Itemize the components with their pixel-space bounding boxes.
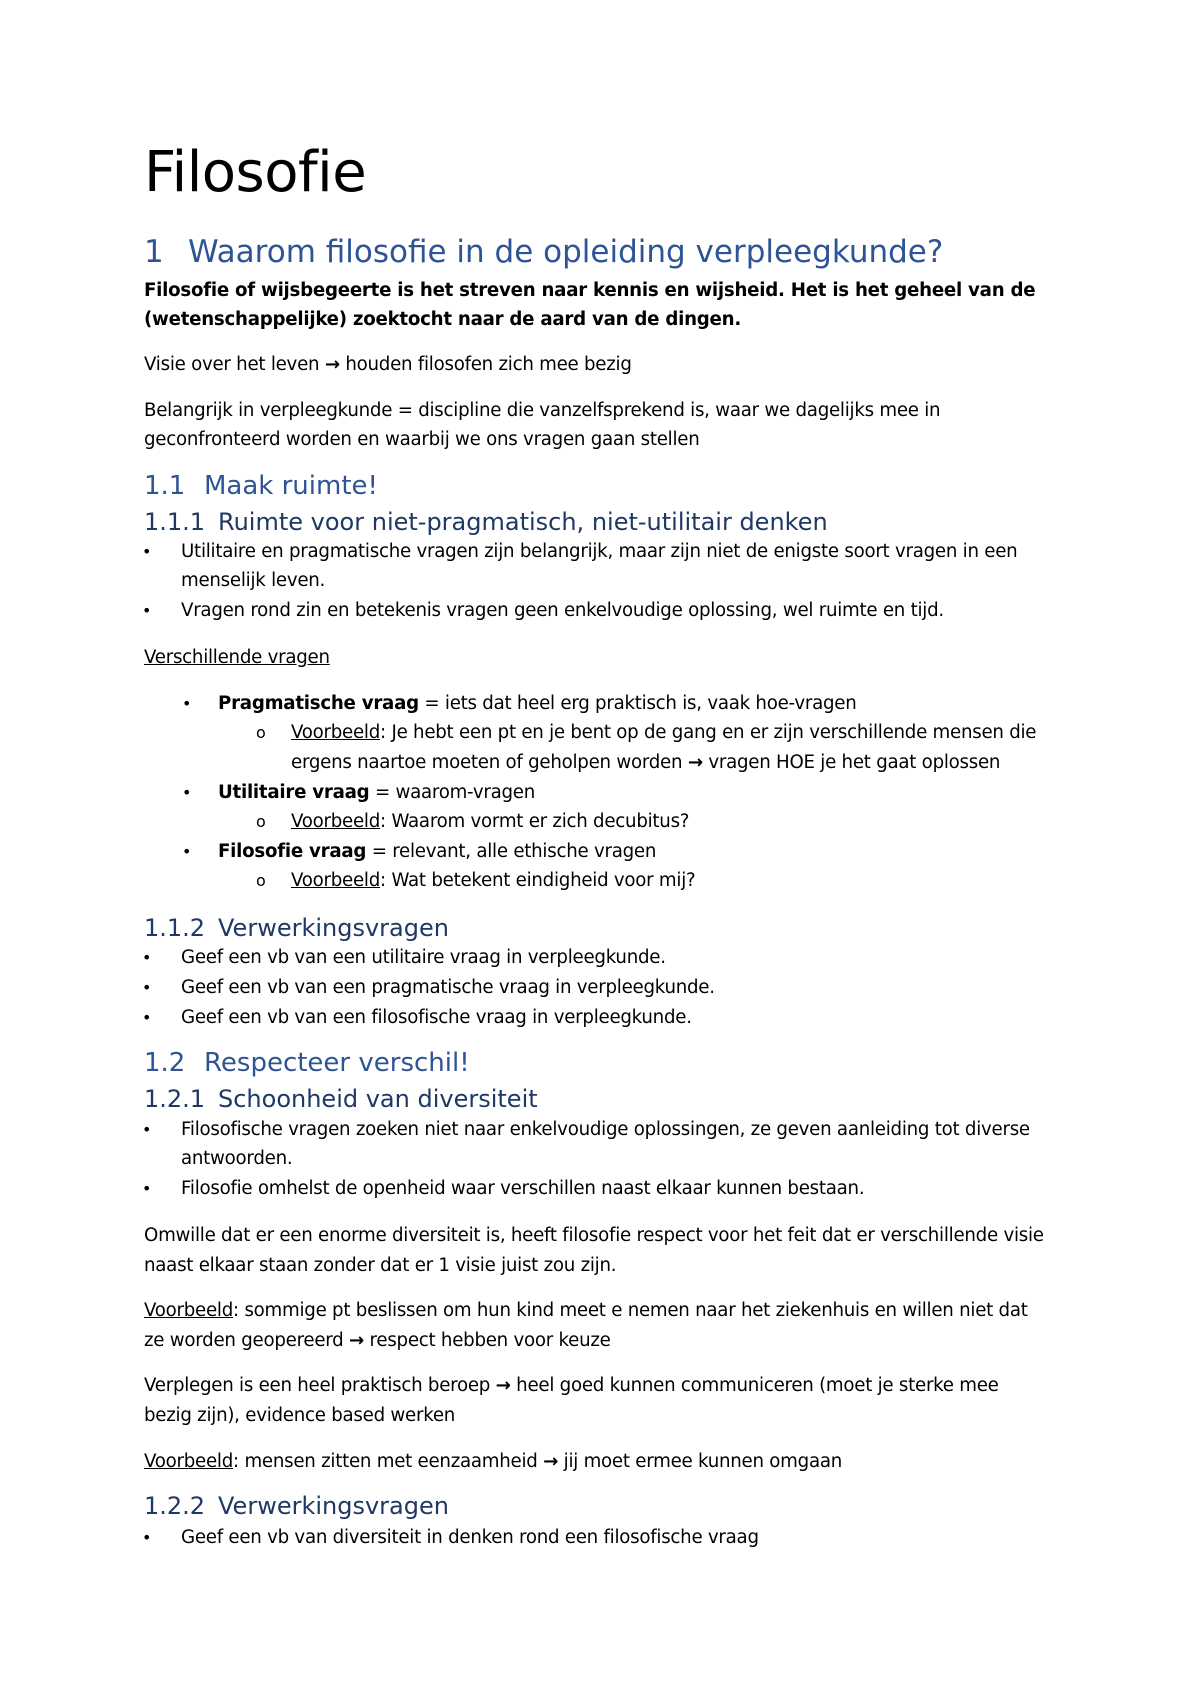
bullet-icon: • (142, 948, 152, 967)
bullet-icon: • (182, 694, 192, 713)
belangrijk-line-2: geconfronteerd worden en waarbij we ons vragen gaan stellen (144, 429, 700, 450)
bullet-icon: • (142, 542, 152, 561)
text-run: : Je hebt een pt en je bent op de gang en er zijn verschillende mensen die (380, 722, 1037, 743)
text-run: ergens naartoe moeten of geholpen worden (291, 752, 688, 773)
verplegen-line-1 (144, 1374, 999, 1398)
text-run: jij moet ermee kunnen omgaan (558, 1451, 843, 1472)
arrow-icon: → (324, 354, 340, 375)
heading-number: 1.2.2 (144, 1492, 206, 1520)
definition: = waarom-vragen (369, 782, 536, 803)
voorbeeld-a-cont (144, 1329, 611, 1353)
term: Pragmatische vraag (218, 693, 419, 714)
visie-paragraph (144, 353, 632, 377)
heading-1-1-2 (144, 912, 449, 944)
text-run: heel goed kunnen communiceren (moet je sterke mee (510, 1375, 999, 1396)
heading-text: Ruimte voor niet-pragmatisch, niet-utilitair denken (218, 508, 828, 536)
heading-1-2-1 (144, 1083, 538, 1115)
voorbeeld-1-cont (291, 751, 1000, 775)
arrow-icon: → (687, 752, 703, 773)
heading-number: 1.2.1 (144, 1085, 206, 1113)
list-item: Filosofische vragen zoeken niet naar enkelvoudige oplossingen, ze geven aanleiding tot diverse (181, 1119, 1030, 1140)
heading-1 (144, 232, 943, 272)
text-run: Visie over het leven (144, 354, 325, 375)
sub-bullet-icon: o (256, 723, 266, 742)
belangrijk-line-1: Belangrijk in verpleegkunde = discipline die vanzelfsprekend is, waar we dagelijks mee in (144, 400, 941, 421)
intro-line-1: Filosofie of wijsbegeerte is het streven naar kennis en wijsheid. Het is het geheel van de (144, 280, 1036, 301)
intro-line-2: (wetenschappelijke) zoektocht naar de aard van de dingen. (144, 309, 741, 330)
text-run: respect hebben voor keuze (364, 1330, 611, 1351)
heading-text: Waarom filosofie in de opleiding verpleegkunde? (188, 234, 944, 270)
text-run: : Waarom vormt er zich decubitus? (380, 811, 690, 832)
vraag-pragmatisch (218, 692, 857, 716)
voorbeeld-label: Voorbeeld (144, 1451, 234, 1472)
heading-1-2 (144, 1046, 470, 1080)
voorbeeld-3 (291, 869, 695, 893)
bullet-icon: • (142, 1120, 152, 1139)
list-item: Vragen rond zin en betekenis vragen geen enkelvoudige oplossing, wel ruimte en tijd. (181, 600, 944, 621)
heading-text: Maak ruimte! (204, 471, 378, 501)
text-run: : sommige pt beslissen om hun kind meet e nemen naar het ziekenhuis en willen niet dat (233, 1300, 1028, 1321)
heading-text: Respecteer verschil! (204, 1048, 470, 1078)
document-title: Filosofie (144, 140, 367, 205)
arrow-icon: → (495, 1375, 511, 1396)
heading-number: 1 (144, 234, 164, 270)
term: Utilitaire vraag (218, 782, 370, 803)
voorbeeld-a (144, 1299, 1028, 1323)
list-item: Geef een vb van een filosofische vraag in verpleegkunde. (181, 1007, 692, 1028)
text-run: : Wat betekent eindigheid voor mij? (380, 870, 696, 891)
heading-text: Verwerkingsvragen (218, 914, 449, 942)
term: Filosofie vraag (218, 841, 367, 862)
definition: = iets dat heel erg praktisch is, vaak hoe-vragen (418, 693, 857, 714)
heading-number: 1.2 (144, 1048, 186, 1078)
verschillende-vragen-label: Verschillende vragen (144, 647, 330, 668)
definition: = relevant, alle ethische vragen (366, 841, 657, 862)
voorbeeld-1 (291, 721, 1036, 745)
verplegen-line-2: bezig zijn), evidence based werken (144, 1405, 456, 1426)
list-item: Utilitaire en pragmatische vragen zijn belangrijk, maar zijn niet de enigste soort vragen in een (181, 541, 1018, 562)
list-item: Geef een vb van diversiteit in denken rond een filosofische vraag (181, 1527, 759, 1548)
text-run: vragen HOE je het gaat oplossen (702, 752, 1001, 773)
heading-1-2-2 (144, 1490, 449, 1522)
voorbeeld-2 (291, 810, 689, 834)
voorbeeld-label: Voorbeeld (291, 811, 381, 832)
bullet-icon: • (142, 1528, 152, 1547)
sub-bullet-icon: o (256, 812, 266, 831)
vraag-filosofie (218, 840, 656, 864)
arrow-icon: → (543, 1451, 559, 1472)
heading-text: Schoonheid van diversiteit (218, 1085, 538, 1113)
omwille-line-1: Omwille dat er een enorme diversiteit is, heeft filosofie respect voor het feit dat er verschillende visie (144, 1225, 1044, 1246)
voorbeeld-b (144, 1450, 842, 1474)
text-run: houden filosofen zich mee bezig (339, 354, 632, 375)
omwille-line-2: naast elkaar staan zonder dat er 1 visie juist zou zijn. (144, 1255, 617, 1276)
list-item-cont: menselijk leven. (181, 570, 326, 591)
heading-number: 1.1 (144, 471, 186, 501)
vraag-utilitair (218, 781, 535, 805)
voorbeeld-label: Voorbeeld (144, 1300, 234, 1321)
heading-1-1-1 (144, 506, 828, 538)
voorbeeld-label: Voorbeeld (291, 722, 381, 743)
bullet-icon: • (142, 601, 152, 620)
list-item: Filosofie omhelst de openheid waar verschillen naast elkaar kunnen bestaan. (181, 1178, 865, 1199)
voorbeeld-label: Voorbeeld (291, 870, 381, 891)
bullet-icon: • (182, 783, 192, 802)
heading-number: 1.1.2 (144, 914, 206, 942)
heading-1-1 (144, 469, 378, 503)
arrow-icon: → (349, 1330, 365, 1351)
sub-bullet-icon: o (256, 871, 266, 890)
bullet-icon: • (142, 1008, 152, 1027)
list-item: Geef een vb van een utilitaire vraag in verpleegkunde. (181, 947, 666, 968)
text-run: : mensen zitten met eenzaamheid (233, 1451, 544, 1472)
list-item: Geef een vb van een pragmatische vraag in verpleegkunde. (181, 977, 715, 998)
text-run: ze worden geopereerd (144, 1330, 350, 1351)
heading-number: 1.1.1 (144, 508, 206, 536)
bullet-icon: • (182, 842, 192, 861)
bullet-icon: • (142, 1179, 152, 1198)
text-run: Verplegen is een heel praktisch beroep (144, 1375, 496, 1396)
list-item-cont: antwoorden. (181, 1148, 293, 1169)
bullet-icon: • (142, 978, 152, 997)
heading-text: Verwerkingsvragen (218, 1492, 449, 1520)
